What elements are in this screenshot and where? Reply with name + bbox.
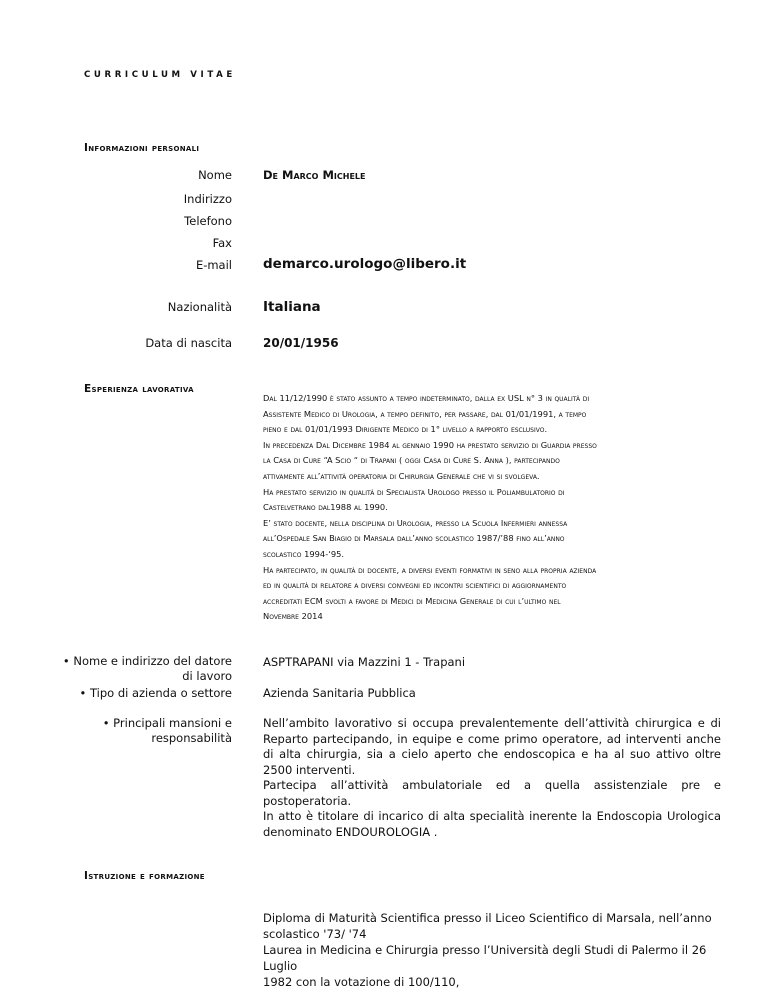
experience-line: Dal 11/12/1990 è stato assunto a tempo indeterminato, dalla ex USL n° 3 in qualità di	[263, 393, 590, 403]
employer-value: ASPTRAPANI via Mazzini 1 - Trapani	[263, 655, 466, 669]
experience-line: attivamente all’attività operatoria di Chirurgia Generale che vi si svolgeva.	[263, 470, 540, 481]
email-value[interactable]: demarco.urologo@libero.it	[263, 256, 467, 272]
sector-value: Azienda Sanitaria Pubblica	[263, 686, 416, 700]
fax-label: Fax	[212, 236, 232, 250]
duties-label: • Principali mansioni e responsabilità	[102, 716, 232, 745]
experience-line: Novembre 2014	[263, 611, 323, 622]
document-title: CURRICULUM VITAE	[84, 70, 236, 80]
experience-line: E’ stato docente, nella disciplina di Urologia, presso la Scuola Infermieri annessa	[263, 517, 568, 528]
education-line: Diploma di Maturità Scientifica presso il Liceo Scientifico di Marsala, nell’anno	[263, 911, 712, 925]
employer-label: • Nome e indirizzo del datore di lavoro	[62, 654, 232, 683]
experience-line: pieno e dal 01/01/1993 Dirigente Medico di 1° livello a rapporto esclusivo.	[263, 424, 548, 435]
personal-info-heading: Informazioni personali	[84, 142, 200, 154]
experience-line: la Casa di Cure “A Scio “ di Trapani ( oggi Casa di Cure S. Anna ), partecipando	[263, 455, 560, 466]
duties-text	[263, 716, 721, 840]
experience-line: Assistente Medico di Urologia, a tempo definito, per passare, dal 01/01/1991, a tempo	[263, 408, 587, 419]
education-heading: Istruzione e formazione	[84, 870, 205, 882]
education-line: scolastico '73/ '74	[263, 927, 367, 941]
education-line: Laurea in Medicina e Chirurgia presso l’Università degli Studi di Palermo il 26 Luglio	[263, 943, 707, 973]
experience-line: scolastico 1994-‘95.	[263, 548, 345, 559]
experience-line: ed in qualità di relatore a diversi convegni ed incontri scientifici di aggiornamento	[263, 580, 567, 591]
name-label: Nome	[198, 168, 232, 182]
experience-line: In precedenza Dal Dicembre 1984 al gennaio 1990 ha prestato servizio di Guardia presso	[263, 439, 597, 450]
experience-line: Castelvetrano dal1988 al 1990.	[263, 502, 388, 513]
nationality-label: Nazionalità	[167, 300, 232, 314]
experience-description	[263, 391, 723, 625]
education-description	[263, 910, 733, 990]
birthdate-value: 20/01/1956	[263, 336, 339, 350]
name-value: De Marco Michele	[263, 168, 366, 182]
email-label: E-mail	[195, 258, 232, 272]
sector-label: • Tipo di azienda o settore	[79, 686, 232, 700]
experience-line: accreditati ECM svolti a favore di Medici di Medicina Generale di cui l’ultimo nel	[263, 595, 561, 606]
nationality-value: Italiana	[263, 299, 321, 315]
experience-line: all’Ospedale San Biagio di Marsala dall’anno scolastico 1987/’88 fino all’anno	[263, 533, 565, 544]
phone-label: Telefono	[184, 214, 232, 228]
experience-line: Ha partecipato, in qualità di docente, a diversi eventi formativi in seno alla propria azienda	[263, 564, 597, 575]
address-label: Indirizzo	[183, 192, 232, 206]
education-line: 1982 con la votazione di 100/110,	[263, 975, 460, 989]
duties-paragraph: Nell’ambito lavorativo si occupa prevalentemente dell’attività chirurgica e di Reparto partecipando, in equipe e come primo operatore, ad interventi anche di alta chirurgia, sia a cielo aperto che endoscopica e ha al suo attivo oltre 2500 interventi.	[263, 716, 721, 777]
birthdate-label: Data di nascita	[145, 336, 232, 350]
duties-paragraph: Partecipa all’attività ambulatoriale ed a quella assistenziale pre e postoperatoria.	[263, 778, 721, 808]
duties-paragraph: In atto è titolare di incarico di alta specialità inerente la Endoscopia Urologica denominato ENDOUROLOGIA .	[263, 809, 721, 839]
experience-line: Ha prestato servizio in qualità di Specialista Urologo presso il Poliambulatorio di	[263, 486, 565, 497]
experience-heading: Esperienza lavorativa	[84, 383, 194, 395]
